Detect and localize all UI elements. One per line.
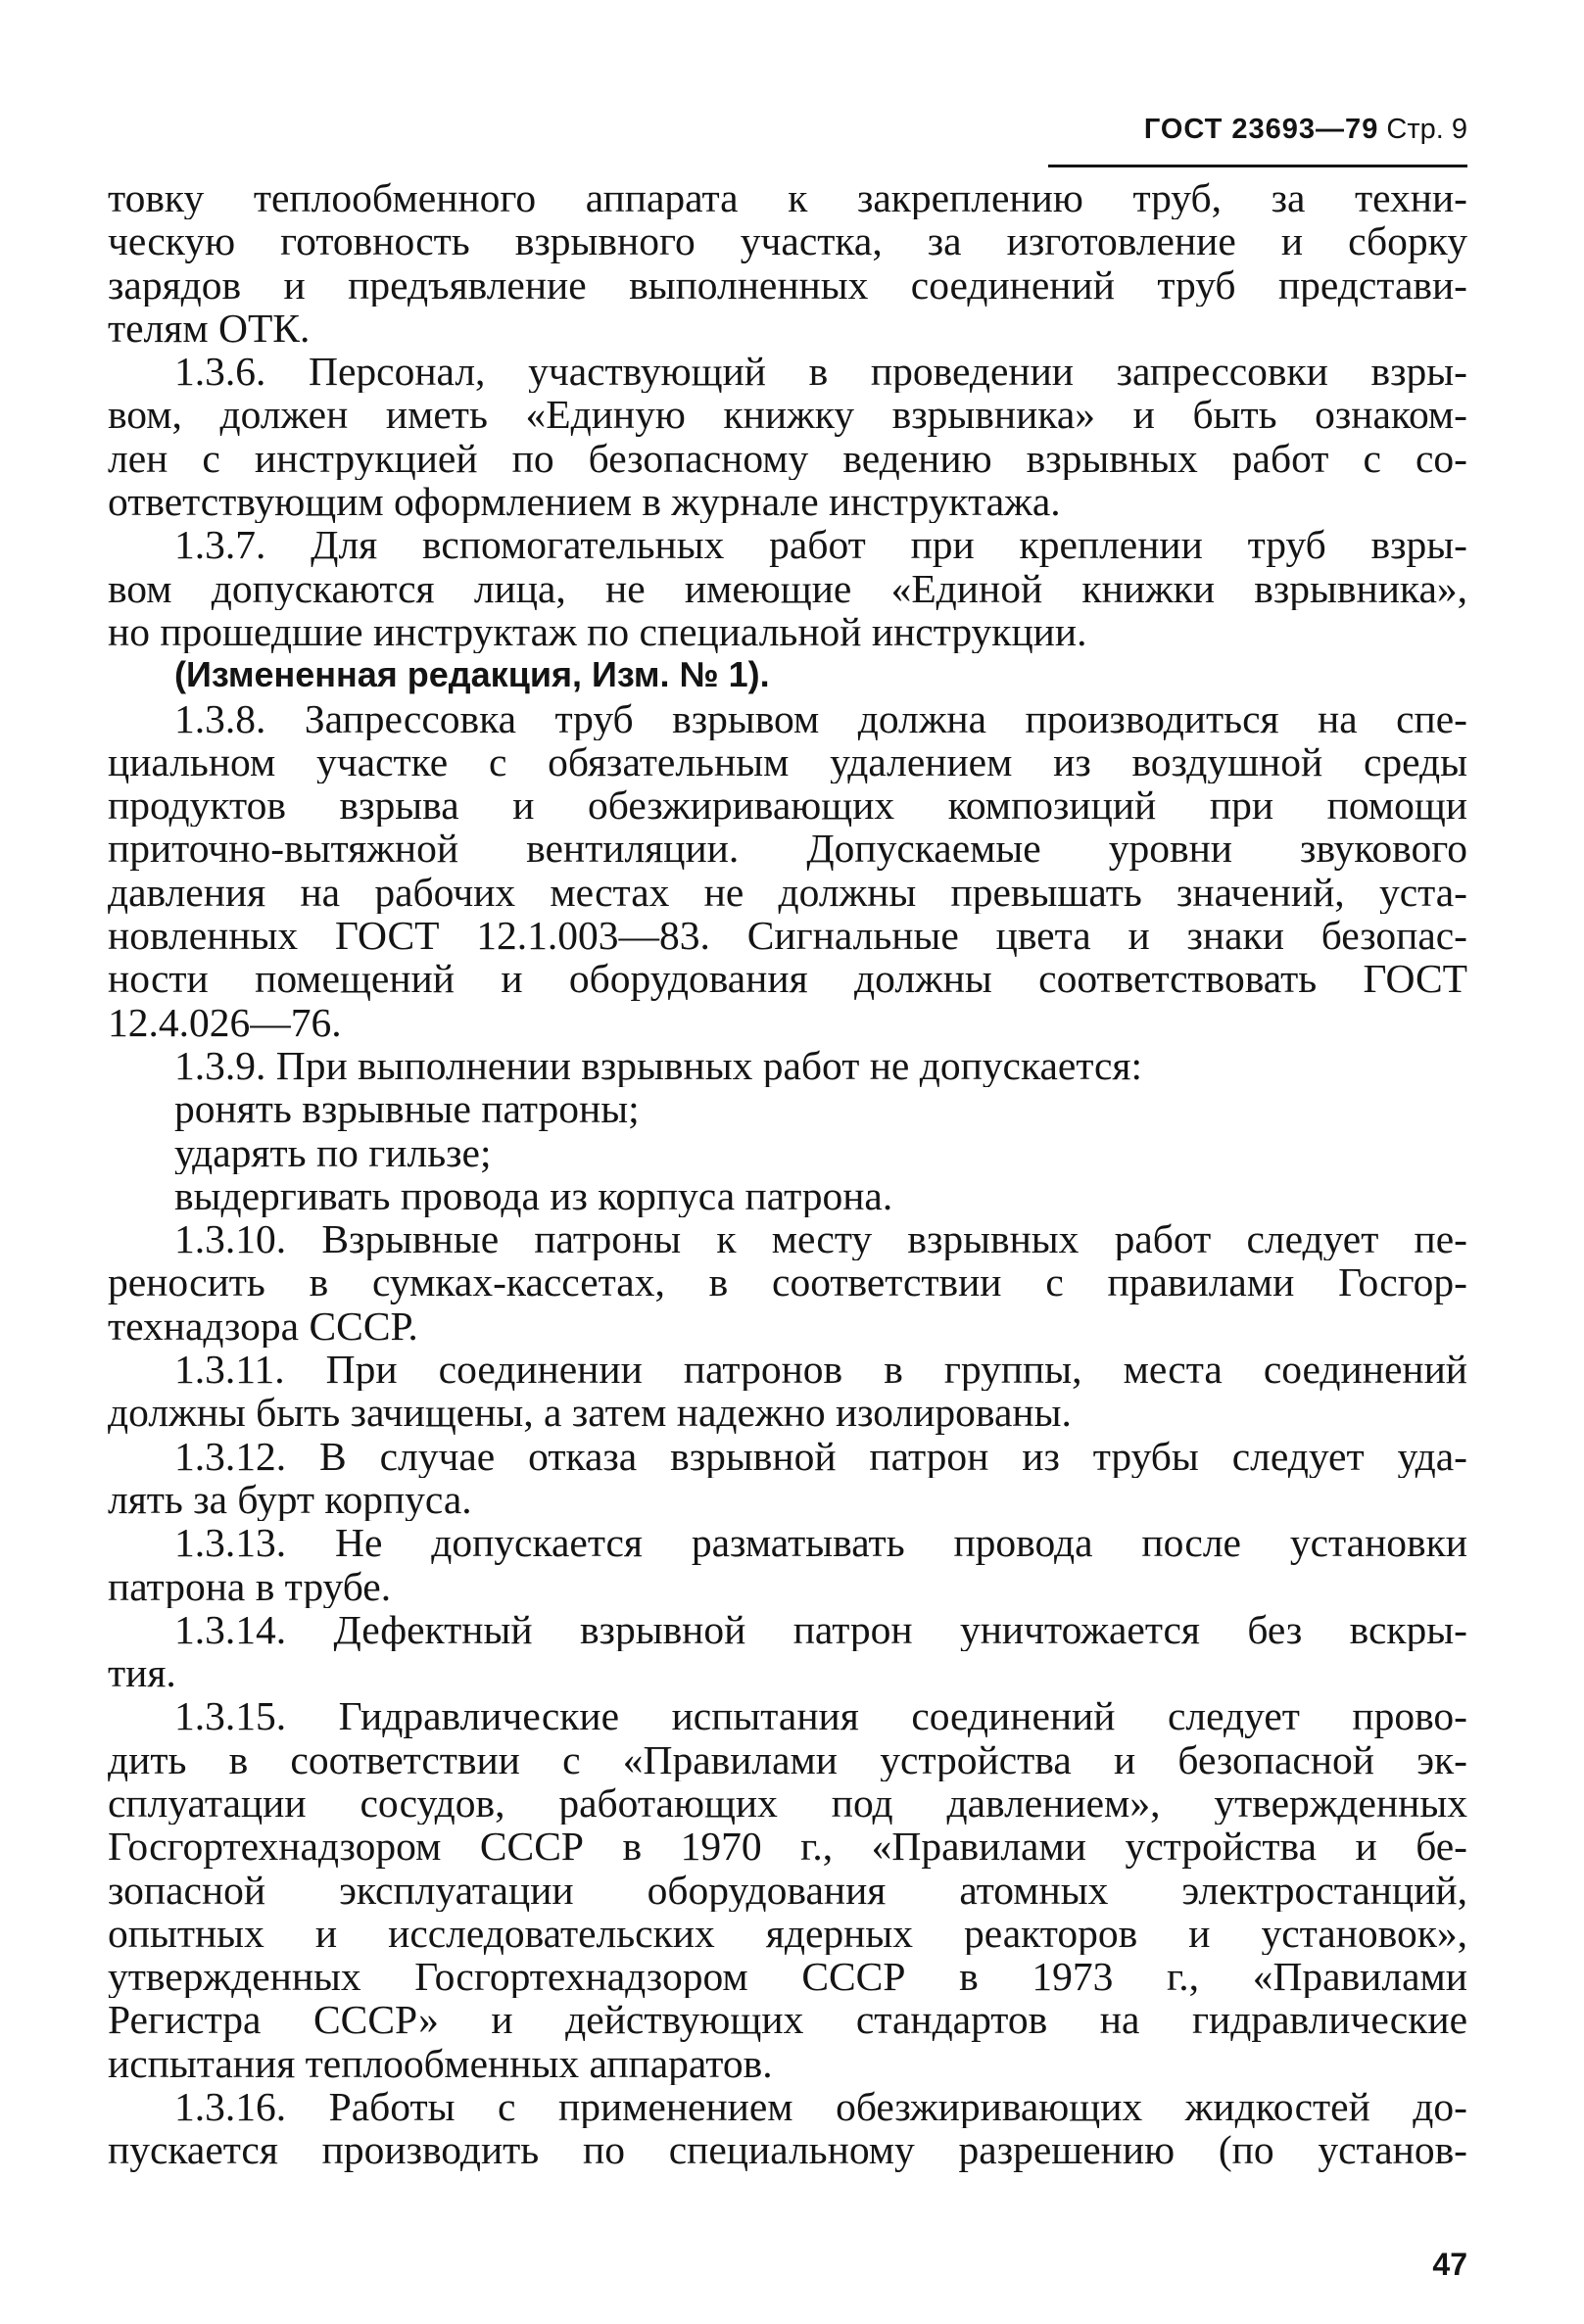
page-header xyxy=(1048,110,1467,149)
text-line: должны быть зачищены, а затем надежно изолированы. xyxy=(108,1391,1072,1435)
text-line: испытания теплообменных аппаратов. xyxy=(108,2041,773,2086)
text-line: выдергивать провода из корпуса патрона. xyxy=(174,1173,893,1218)
text-line: патрона в трубе. xyxy=(108,1564,392,1608)
text-line: 1.3.7. Для вспомогательных работ при креплении труб взры- xyxy=(174,523,1467,567)
text-line: ударять по гильзе; xyxy=(174,1130,492,1174)
text-line: 1.3.13. Не допускается разматывать провода после установки xyxy=(174,1521,1467,1565)
text-line: сплуатации сосудов, работающих под давлением», утвержденных xyxy=(108,1780,1467,1826)
text-line: Регистра СССР» и действующих стандартов на гидравлические xyxy=(108,1998,1467,2042)
header-rule xyxy=(1048,165,1467,167)
text-line: ности помещений и оборудования должны соответствовать ГОСТ xyxy=(108,957,1467,1001)
text-line: дить в соответствии с «Правилами устройства и безопасной эк- xyxy=(108,1737,1467,1781)
text-line: 1.3.11. При соединении патронов в группы, места соединений xyxy=(174,1348,1467,1392)
text-line: 1.3.8. Запрессовка труб взрывом должна производиться на спе- xyxy=(174,696,1467,740)
text-line: 1.3.9. При выполнении взрывных работ не допускается: xyxy=(174,1043,1143,1088)
text-line: давления на рабочих местах не должны превышать значений, уста- xyxy=(108,870,1467,915)
text-line: 1.3.6. Персонал, участвующий в проведении запрессовки взры- xyxy=(174,350,1467,394)
text-line: 1.3.16. Работы с применением обезжиривающих жидкостей до- xyxy=(174,2085,1467,2129)
text-line: но прошедшие инструктаж по специальной инструкции. xyxy=(108,609,1087,654)
text-line: товку теплообменного аппарата к закреплению труб, за техни- xyxy=(108,176,1467,220)
text-line: 12.4.026—76. xyxy=(108,1000,342,1044)
text-line: ронять взрывные патроны; xyxy=(174,1087,640,1131)
text-line: лять за бурт корпуса. xyxy=(108,1477,472,1522)
text-line: (Измененная редакция, Изм. № 1). xyxy=(174,654,770,695)
body-text xyxy=(108,176,1467,2172)
text-line: зарядов и предъявление выполненных соединений труб представи- xyxy=(108,262,1467,307)
text-line: вом допускаются лица, не имеющие «Единой книжки взрывника», xyxy=(108,566,1467,610)
standard-number: ГОСТ 23693—79 xyxy=(1143,114,1379,145)
text-line: Госгортехнадзором СССР в 1970 г., «Правилами устройства и бе- xyxy=(108,1825,1467,1869)
text-line: утвержденных Госгортехнадзором СССР в 1973 г., «Правилами xyxy=(108,1955,1467,1999)
text-line: продуктов взрыва и обезжиривающих композиций при помощи xyxy=(108,783,1467,828)
text-line: вом, должен иметь «Единую книжку взрывника» и быть ознаком- xyxy=(108,393,1467,437)
text-line: опытных и исследовательских ядерных реакторов и установок», xyxy=(108,1911,1467,1956)
text-line: ческую готовность взрывного участка, за изготовление и сборку xyxy=(108,219,1467,263)
text-line: телям ОТК. xyxy=(108,306,311,351)
text-line: ответствующим оформлением в журнале инструктажа. xyxy=(108,480,1061,524)
text-line: новленных ГОСТ 12.1.003—83. Сигнальные цвета и знаки безопас- xyxy=(108,914,1467,958)
text-line: реносить в сумках-кассетах, в соответствии с правилами Госгор- xyxy=(108,1260,1467,1304)
text-line: пускается производить по специальному разрешению (по установ- xyxy=(108,2128,1467,2172)
page-label: Стр. 9 xyxy=(1386,114,1467,145)
text-line: тия. xyxy=(108,1651,176,1695)
text-line: 1.3.15. Гидравлические испытания соединений следует прово- xyxy=(174,1694,1467,1738)
page-number: 47 xyxy=(1432,2247,1467,2282)
text-line: 1.3.14. Дефектный взрывной патрон уничтожается без вскры- xyxy=(174,1607,1467,1652)
text-line: приточно-вытяжной вентиляции. Допускаемые уровни звукового xyxy=(108,827,1467,871)
text-line: 1.3.10. Взрывные патроны к месту взрывных работ следует пе- xyxy=(174,1217,1467,1261)
text-line: технадзора СССР. xyxy=(108,1304,418,1349)
text-line: лен с инструкцией по безопасному ведению взрывных работ с со- xyxy=(108,436,1467,481)
text-line: 1.3.12. В случае отказа взрывной патрон из трубы следует уда- xyxy=(174,1434,1467,1478)
text-line: зопасной эксплуатации оборудования атомных электростанций, xyxy=(108,1868,1467,1912)
text-line: циальном участке с обязательным удалением из воздушной среды xyxy=(108,739,1467,784)
